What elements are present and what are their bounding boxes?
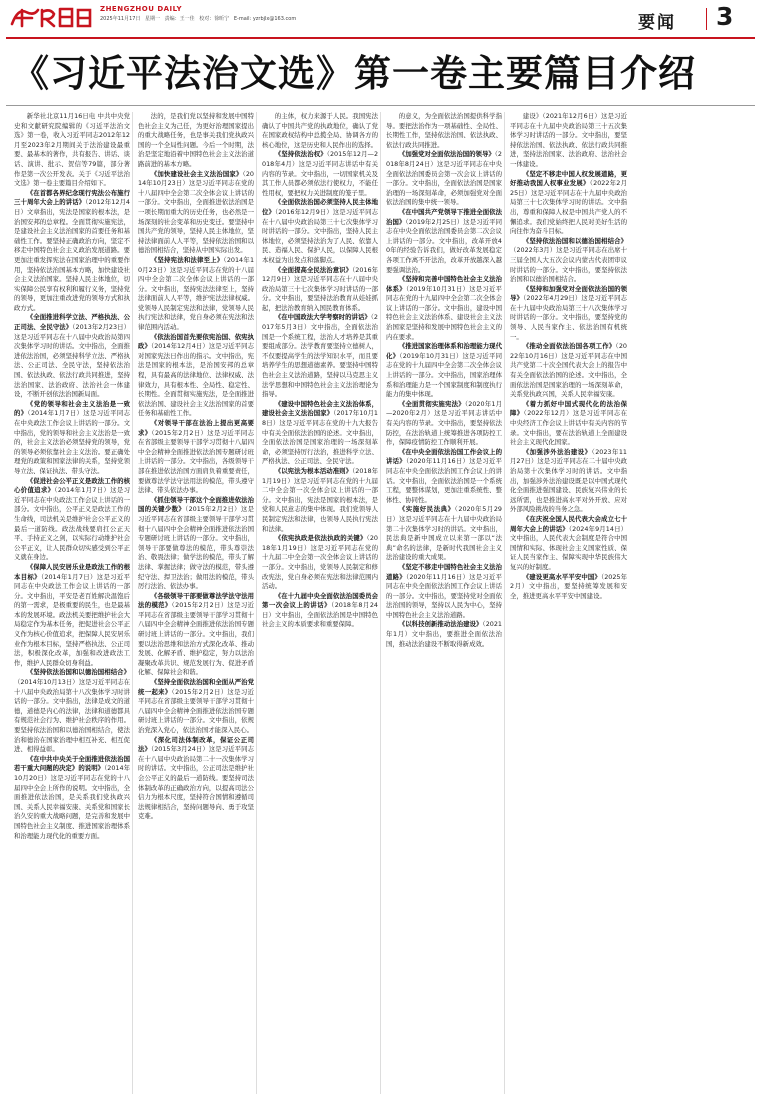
article-paragraph: [386, 505, 502, 563]
item-text: （2015年2月2日）这是习近平同志在省部级主要领导干部学习贯彻十八届四中全会精神全面推进依法治国专题研讨班上讲话的一部分。文中指出，依规治党深入党心，依法治国才能深入民心。: [138, 687, 254, 734]
page-headline: 《习近平法治文选》第一卷主要篇目介绍: [12, 51, 696, 95]
item-text: （2021年1月）文中指出，要推进全面依法治国，推动法治建设不断取得新成效。: [386, 620, 502, 648]
item-text: （2014年1月7日）这是习近平同志在中央政法工作会议上讲话的一部分。文中指出，公平正义是政法工作的生命线，司法机关是维护社会公平正义的最后一道防线。政法战线要肩扛公正天平、手持正义之剑，以实际行动维护社会公平正义，让人民群众切实感受到公平正义就在身边。: [14, 486, 130, 562]
article-paragraph: [138, 678, 254, 736]
article-column: [138, 112, 257, 1094]
article-paragraph: [262, 592, 378, 630]
item-title: 《加强党对全面依法治国的领导》: [398, 150, 495, 159]
item-text: 的主体，权力来源于人民。我国宪法确认了中国共产党的执政地位，确认了党在国家政权结构中总揽全局、协调各方的核心地位，这是历史和人民作出的选择。: [262, 112, 378, 149]
item-text: 建设》（2021年12月6日）这是习近平同志在十九届中央政治局第三十五次集体学习时讲话的一部分。文中指出，要坚持依法治国、依法执政、依法行政共同推进，坚持法治国家、法治政府、法治社会一体建设。: [510, 112, 627, 168]
item-title: 《全面依法治国必须坚持人民主体地位》: [262, 198, 378, 216]
item-text: （2014年10月13日）这是习近平同志在十八届中央政治局第十八次集体学习时讲话的一部分。文中指出，法律是成文的道德，道德是内心的法律，法律和道德都具有规范社会行为、维护社会秩序的作用。要坚持依法治国和以德治国相结合，使法治和德治在国家治理中相互补充、相互促进、相得益彰。: [14, 678, 130, 754]
item-title: 《在中央全面依法治国工作会议上的讲话》: [386, 447, 502, 466]
item-title: 《全面提高全民法治意识》: [274, 265, 353, 274]
article-paragraph: [386, 342, 502, 400]
item-text: 法的，是我们党以坚持和发展中国特色社会主义为己任，为更好治理国家提出的重大战略任务，也是事关我们党执政兴国的一个全局性问题。今后一个时期，法治是坚定地沿着中国特色社会主义法治道路前进的基本方略。: [138, 112, 254, 168]
section-divider: [706, 8, 707, 30]
item-title: 《加强涉外法治建设》: [522, 447, 592, 456]
item-title: 《各级领导干部要做尊法学法守法用法的模范》: [138, 591, 254, 610]
article-paragraph: [14, 755, 130, 841]
item-title: 《推进国家治理体系和治理能力现代化》: [386, 342, 502, 360]
article-paragraph: [386, 150, 502, 208]
article-paragraph: [386, 208, 502, 275]
article-paragraph: [14, 400, 130, 477]
item-text: （2013年2月23日）这是习近平同志在十八届中央政治局第四次集体学习时的讲话。文中指出，全面推进依法治国，必须坚持科学立法、严格执法、公正司法、全民守法，坚持依法治国、依法执政、依法行政共同推进，坚持法治国家、法治政府、法治社会一体建设，不断开创依法治国新局面。: [14, 323, 131, 399]
item-text: （2022年4月29日）这是习近平同志在十九届中央政治局第三十八次集体学习时讲话的一部分。文中指出，要坚持党的领导、人民当家作主、依法治国有机统一。: [510, 294, 628, 341]
issue-weekday: 星期一: [145, 16, 161, 22]
item-text: （2025年2月）文中指出，要坚持统筹发展和安全，推进更高水平平安中国建设。: [510, 572, 627, 600]
article-paragraph: [510, 237, 627, 285]
article-paragraph: [262, 400, 378, 467]
article-paragraph: [138, 333, 254, 419]
editor: 责编：王一佳: [164, 16, 195, 22]
item-title: 《全面推进科学立法、严格执法、公正司法、全民守法》: [14, 313, 130, 332]
article-column: [510, 112, 629, 1094]
article-paragraph: [510, 342, 627, 400]
article-paragraph: [386, 563, 502, 621]
item-title: 《依法治国首先要依宪治国、依宪执政》: [138, 332, 254, 351]
item-text: （2020年5月29日）这是习近平同志在十九届中央政治局第二十次集体学习时的讲话。文中指出，民法典是新中国成立以来第一部以“法典”命名的法律，是新时代我国社会主义法治建设的重大成果。: [386, 505, 502, 562]
item-text: （2015年2月2日）这是习近平同志在省部级主要领导干部学习贯彻十八届四中全会精神全面推进依法治国专题研讨班上讲话的一部分。文中指出，我们要以法治思维和法治方式深化改革、推动发展、化解矛盾、维护稳定，努力以法治凝聚改革共识、规范发展行为、促进矛盾化解、保障社会和谐。: [138, 601, 254, 677]
item-text: （2020年1月—2020年2月）这是习近平同志讲话中有关内容的节录。文中指出，要坚持依法防控，在法治轨道上统筹推进各项防控工作，保障疫情防控工作顺利开展。: [386, 399, 502, 447]
item-text: （2014年12月4日）这是习近平同志对国家宪法日作出的指示。文中指出，宪法是国家的根本法，是治国安邦的总章程，具有最高的法律地位、法律权威、法律效力，具有根本性、全局性、稳定性、长期性。全面贯彻实施宪法，是全面推进依法治国、建设社会主义法治国家的首要任务和基础性工作。: [138, 342, 255, 418]
item-text: （2016年12月9日）这是习近平同志在十八届中央政治局第三十七次集体学习时讲话的一部分。文中指出，要坚持法治教育从娃娃抓起，把法治教育纳入国民教育体系。: [262, 265, 378, 312]
item-text: （2014年10月23日）这是习近平同志在党的十八届四中全会第二次全体会议上讲话的一部分。文中指出，全面推进依法治国是一项长期而重大的历史任务，也必然是一场深刻的社会变革和历史变迁。要坚持中国共产党的领导，坚持人民主体地位，坚持法律面前人人平等，坚持依法治国和以德治国相结合，坚持从中国实际出发。: [138, 169, 254, 255]
masthead-meta: [100, 15, 480, 22]
contact-email[interactable]: E-mail: yzrbjlx@163.com: [233, 16, 297, 22]
article-paragraph: [262, 150, 378, 198]
item-title: 《深化司法体制改革，保证公正司法》: [138, 735, 254, 754]
article-paragraph: [138, 256, 254, 333]
article-paragraph: [14, 189, 130, 314]
item-text: （2016年12月9日）这是习近平同志在十八届中央政治局第三十七次集体学习时讲话的一部分。文中指出，坚持人民主体地位，必须坚持法治为了人民、依靠人民、造福人民、保护人民，以保障人民根本权益为出发点和落脚点。: [262, 207, 379, 264]
item-title: 《坚持宪法和法律至上》: [150, 255, 224, 264]
item-text: （2014年1月7日）这是习近平同志在中央政法工作会议上讲话的一部分。文中指出，党的领导和社会主义法治是一致的，社会主义法治必须坚持党的领导，党的领导必须依靠社会主义法治。要正确处理党的政策和国家法律的关系，坚持党领导立法、保证执法、带头守法。: [14, 409, 130, 475]
article-body: [14, 112, 748, 1094]
item-title: 《坚持全面依法治国和全面从严治党统一起来》: [138, 678, 254, 696]
page-number: 3: [716, 2, 734, 31]
article-paragraph: [14, 563, 130, 669]
article-paragraph: [138, 736, 254, 822]
item-title: 《坚持和加强党对全面依法治国的领导》: [510, 284, 627, 303]
masthead-info: [100, 5, 480, 22]
article-paragraph: [138, 419, 254, 496]
article-column: [14, 112, 133, 1094]
newspaper-logo: [8, 4, 94, 30]
item-text: （2022年2月25日）这是习近平同志在十九届中央政治局第三十七次集体学习时的讲话。文中指出，尊重和保障人权是中国共产党人的不懈追求。我们党始终把人民对美好生活的向往作为奋斗目标。: [510, 179, 627, 236]
article-paragraph: [14, 112, 130, 189]
item-title: 《在中国共产党领导下推进全面依法治国》: [386, 207, 502, 226]
issue-date: 2025年11月17日: [100, 16, 141, 22]
article-paragraph: [14, 313, 130, 399]
article-paragraph: [262, 313, 378, 399]
article-paragraph: [262, 534, 378, 592]
section-name: 要闻: [638, 13, 676, 33]
proofreader: 校对：徐昕宁: [199, 16, 230, 22]
item-title: 《着力抓好中国式现代化的法治保障》: [510, 399, 627, 418]
article-paragraph: [510, 400, 627, 448]
article-paragraph: [510, 170, 627, 237]
item-text: （2014年10月20日）这是习近平同志在党的十八届四中全会上所作的说明。文中指出，全面推进依法治国，是关系我们党执政兴国、关系人民幸福安康、关系党和国家长治久安的重大战略问题，是完善和发展中国特色社会主义制度、推进国家治理体系和治理能力现代化的重要方面。: [14, 764, 130, 840]
article-paragraph: [510, 112, 627, 170]
item-title: 《全面贯彻实施宪法》: [398, 399, 465, 408]
item-text: （2015年12月—2018年4月）这是习近平同志讲话中有关内容的节录。文中指出，一切国家机关及其工作人员都必须依法行使权力，不能任性用权，要把权力关进制度的笼子里。: [262, 150, 379, 197]
article-paragraph: [510, 285, 627, 343]
item-text: （2014年1月7日）这是习近平同志在中央政法工作会议上讲话的一部分。文中指出，平安是老百姓解决温饱后的第一需求，是极重要的民生，也是最基本的发展环境。政法机关要把维护社会大局稳定作为基本任务，把促进社会公平正义作为核心价值追求，把保障人民安居乐业作为根本目标，坚持严格执法、公正司法，积极深化改革，加强和改进政法工作，维护人民群众切身利益。: [14, 572, 131, 667]
section-label: [628, 2, 753, 34]
article-paragraph: [510, 573, 627, 602]
masthead-rule: [6, 37, 755, 39]
item-title: 《抓住领导干部这个全面推进依法治国的关键少数》: [138, 495, 254, 514]
item-text: （2015年3月24日）这是习近平同志在十八届中央政治局第二十一次集体学习时的讲话。文中指出，公正司法是维护社会公平正义的最后一道防线。要坚持司法体制改革的正确政治方向，以提高司法公信力为根本尺度，坚持符合国情和遵循司法规律相结合，坚持问题导向、勇于攻坚克难。: [138, 745, 255, 821]
item-title: 《推动全面依法治国各项工作》: [522, 342, 616, 351]
item-title: 《实施好民法典》: [398, 505, 455, 514]
article-paragraph: [262, 266, 378, 314]
item-title: 《建设中国特色社会主义法治体系，建设社会主义法治国家》: [262, 399, 378, 418]
item-title: 《在中国政法大学考察时的讲话》: [274, 313, 371, 322]
item-title: 《坚持和完善中国特色社会主义法治体系》: [386, 275, 502, 293]
article-paragraph: [138, 112, 254, 170]
item-title: 《加快建设社会主义法治国家》: [150, 169, 243, 178]
item-title: 《以宪法为根本活动准则》: [274, 466, 353, 475]
item-text: 的意义，为全面依法治国提供科学指导。要把法治作为一项基础性、全局性、长期性工作，坚持依法治国、依法执政、依法行政共同推进。: [386, 112, 502, 149]
item-text: （2014年10月23日）这是习近平同志在党的十八届四中全会第二次全体会议上讲话的一部分。文中指出，坚持宪法法律至上，坚持法律面前人人平等，维护宪法法律权威。党领导人民制定宪法和法律，党领导人民执行宪法和法律，党自身必须在宪法和法律范围内活动。: [138, 255, 255, 332]
article-paragraph: [138, 496, 254, 592]
item-title: 《党的领导和社会主义法治是一致的》: [14, 399, 130, 418]
article-paragraph: [138, 170, 254, 256]
item-text: （2019年10月31日）这是习近平同志在党的十九届四中全会第二次全体会议上讲话的一部分。文中指出，建设中国特色社会主义法治体系、建设社会主义法治国家是坚持和发展中国特色社会主义的内在要求。: [386, 284, 502, 341]
item-text: （2012年12月4日）文章指出，宪法是国家的根本法，是治国安邦的总章程。全面贯彻实施宪法，是建设社会主义法治国家的首要任务和基础性工作。要坚持正确政治方向，坚定不移走中国特色社会主义政治发展道路。要更加注重发挥宪法在国家治理中的重要作用，坚持依法治国基本方略，加快建设社会主义法治国家。坚持人民主体地位，切实保障公民享有权利和履行义务，坚持党的领导，更加注重改进党的领导方式和执政方式。: [14, 198, 131, 312]
item-text: （2015年2月2日）这是习近平同志在省部级主要领导干部学习贯彻十八届四中全会精神全面推进依法治国专题研讨班上讲话的一部分。文中指出，领导干部要做尊法的模范，带头尊崇法治、敬畏法律；做学法的模范，带头了解法律、掌握法律；做守法的模范，带头遵纪守法、捍卫法治；做用法的模范，带头厉行法治、依法办事。: [138, 505, 255, 591]
item-title: 《建设更高水平平安中国》: [522, 572, 601, 581]
article-paragraph: [262, 467, 378, 534]
headline-rule: [6, 105, 755, 106]
english-name: ZHENGZHOU DAILY: [100, 5, 183, 13]
article-paragraph: [386, 620, 502, 649]
article-paragraph: [138, 592, 254, 678]
item-text: （2022年12月）这是习近平同志在中央经济工作会议上讲话中有关内容的节录。文中指出，要在法治轨道上全面建设社会主义现代化国家。: [510, 409, 627, 447]
item-title: 《促进社会公平正义是政法工作的核心价值追求》: [14, 476, 130, 495]
item-text: （2018年1月19日）这是习近平同志在党的十九届二中全会第一次全体会议上讲话的一部分。文中指出，宪法是国家的根本法，是党和人民意志的集中体现。我们党领导人民制定宪法和法律，也领导人民执行宪法和法律。: [262, 466, 378, 533]
item-text: （2022年3月）这是习近平同志在出席十三届全国人大五次会议内蒙古代表团审议时讲话的一部分。文中指出，要坚持依法治国和以德治国相结合。: [510, 246, 627, 284]
article-paragraph: [386, 448, 502, 506]
item-title: 《在十九届中央全面依法治国委员会第一次会议上的讲话》: [262, 591, 378, 610]
article-paragraph: [262, 112, 378, 150]
item-text: （2020年11月16日）这是习近平同志在中央全面依法治国工作会议上的讲话。文中指出，全面依法治国是一个系统工程，要整体谋划，更加注重系统性、整体性、协同性。: [386, 457, 502, 504]
item-text: （2024年9月14日）文中指出，人民代表大会制度是符合中国国情和实际、体现社会主义国家性质、保证人民当家作主、保障实现中华民族伟大复兴的好制度。: [510, 524, 628, 571]
item-title: 《保障人民安居乐业是政法工作的根本目标》: [14, 562, 130, 581]
article-column: [262, 112, 381, 1094]
item-title: 《坚定不移走中国人权发展道路，更好推动我国人权事业发展》: [510, 169, 627, 188]
item-text: （2017年10月18日）这是习近平同志在党的十九大报告中有关全面依法治国的论述。文中指出，全面依法治国是国家治理的一场深刻革命，必须坚持厉行法治，推进科学立法、严格执法、公正司法、全民守法。: [262, 409, 379, 466]
item-title: 《对领导干部在法治上提出更高要求》: [138, 419, 254, 437]
item-text: （2015年2月2日）这是习近平同志在省部级主要领导干部学习贯彻十八届四中全会精神全面推进依法治国专题研讨班上讲话的一部分。文中指出，各级领导干部在推进依法治国方面肩负着重要责任，要做尊法学法守法用法的模范，带头遵守法律、带头依法办事。: [138, 428, 254, 495]
article-paragraph: [14, 668, 130, 754]
item-text: （2018年8月24日）文中指出，全面依法治国是中国特色社会主义的本质要求和重要保障。: [262, 601, 379, 629]
item-text: 新华社北京11月16日电 中共中央党史和文献研究院编辑的《习近平法治文选》第一卷，收入习近平同志2012年12月至2023年2月期间关于法治建设最重要、最基本的著作，共有报告、讲话、谈话、演讲、批示、贺信等79篇，部分著作是第一次公开发表。关于《习近平法治文选》第一卷主要篇目介绍如下。: [14, 112, 130, 188]
item-text: （2019年10月31日）这是习近平同志在党的十九届四中全会第二次全体会议上讲话的一部分。文中指出，国家治理体系和治理能力是一个国家制度和制度执行能力的集中体现。: [386, 351, 503, 399]
item-title: 《在中共中央关于全面推进依法治国若干重大问题的决定》的说明》: [14, 754, 130, 773]
item-title: 《依宪执政是依法执政的关键》: [274, 534, 367, 543]
item-text: （2018年1月19日）这是习近平同志在党的十九届二中全会第一次全体会议上讲话的一部分。文中指出，党领导人民制定和修改宪法，党自身必须在宪法和法律范围内活动。: [262, 534, 378, 591]
article-paragraph: [510, 515, 627, 573]
item-text: （2019年2月25日）这是习近平同志在中央全面依法治国委员会第二次会议上讲话的一部分。文中指出，改革开放40年的经验告诉我们，做好改革发展稳定各项工作离不开法治，改革开放越深入越要强调法治。: [386, 217, 503, 274]
logo-calligraphy-icon: [8, 4, 94, 30]
item-title: 《在庆祝全国人民代表大会成立七十周年大会上的讲话》: [510, 514, 627, 533]
article-paragraph: [510, 448, 627, 515]
article-paragraph: [386, 400, 502, 448]
item-text: （2017年5月3日）文中指出，全面依法治国是一个系统工程，法治人才培养是其重要组成部分。法学教育要坚持立德树人，不仅要提高学生的法学知识水平，而且要培养学生的思想道德素养。要坚持中国特色社会主义法治道路，坚持以马克思主义法学思想和中国特色社会主义法治理论为指导。: [262, 313, 378, 399]
item-text: （2022年10月16日）这是习近平同志在中国共产党第二十次全国代表大会上的报告中有关全面依法治国的论述。文中指出，全面依法治国是国家治理的一场深刻革命，关系党执政兴国，关系人民幸福安康。: [510, 342, 628, 399]
article-paragraph: [386, 275, 502, 342]
article-paragraph: [386, 112, 502, 150]
item-text: （2018年8月24日）这是习近平同志在中央全面依法治国委员会第一次会议上讲话的一部分。文中指出，全面依法治国是国家治理的一场深刻革命，必须加强党对全面依法治国的集中统一领导。: [386, 150, 502, 207]
item-title: 《坚持依法治国和以德治国相结合》: [522, 236, 627, 245]
article-paragraph: [262, 198, 378, 265]
article-paragraph: [14, 477, 130, 563]
item-title: 《在首都各界纪念现行宪法公布施行三十周年大会上的讲话》: [14, 188, 130, 207]
item-title: 《坚持依法治权》: [274, 150, 327, 159]
item-title: 《坚定不移走中国特色社会主义法治道路》: [386, 562, 502, 581]
item-title: 《以科技创新推动法治建设》: [398, 620, 483, 629]
article-column: [386, 112, 505, 1094]
item-text: （2023年11月27日）这是习近平同志在二十届中央政治局第十次集体学习时的讲话。文中指出，加强涉外法治建设既是以中国式现代化全面推进强国建设、民族复兴伟业的长远所需，也是推进高水平对外开放、应对外部风险挑战的当务之急。: [510, 447, 627, 514]
item-title: 《坚持依法治国和以德治国相结合》: [26, 668, 130, 677]
masthead: [0, 0, 761, 40]
item-text: （2020年11月16日）这是习近平同志在中央全面依法治国工作会议上讲话的一部分。文中指出，要坚持党对全面依法治国的领导，坚持以人民为中心，坚持中国特色社会主义法治道路。: [386, 572, 502, 619]
